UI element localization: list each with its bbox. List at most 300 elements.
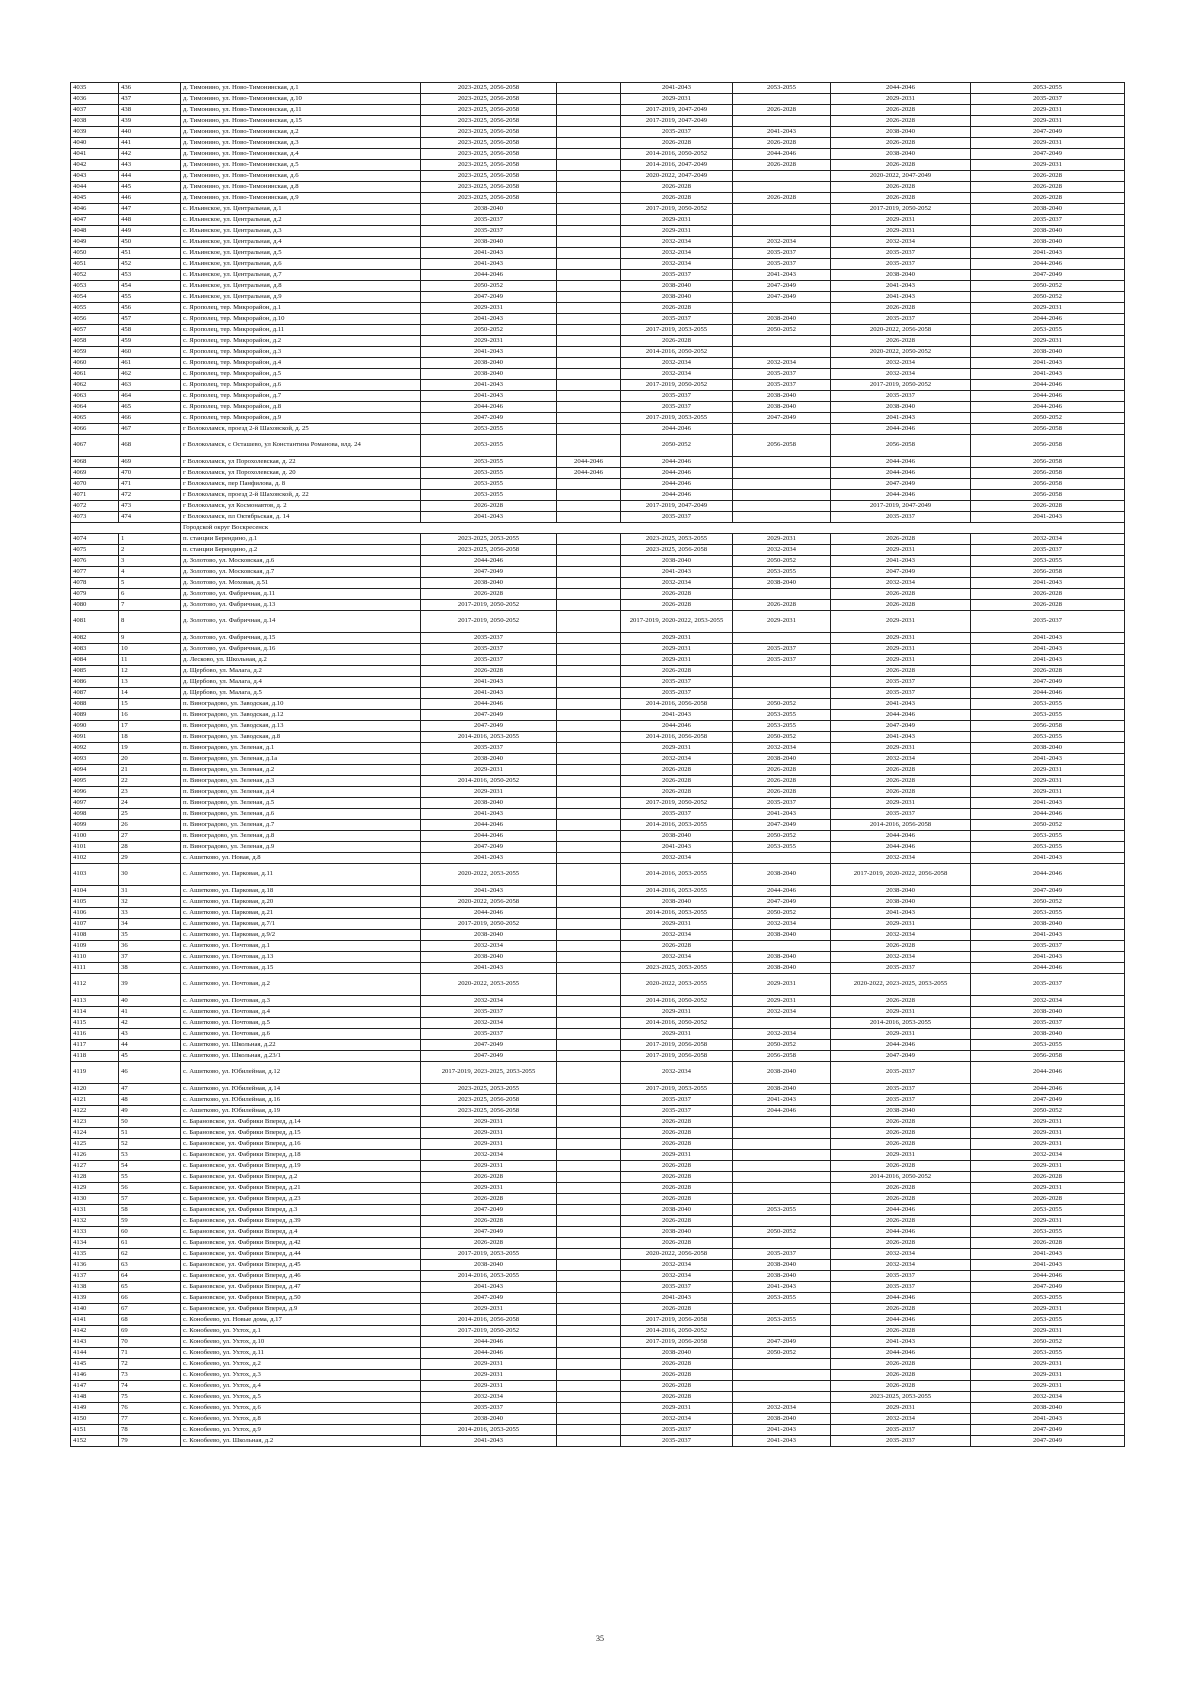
table-cell: 4105 bbox=[71, 897, 119, 908]
table-cell: 2026-2028 bbox=[733, 160, 831, 171]
table-cell bbox=[557, 1348, 621, 1359]
table-cell: 4118 bbox=[71, 1051, 119, 1062]
table-cell: 2053-2055 bbox=[971, 1315, 1125, 1326]
table-row bbox=[71, 1436, 1125, 1447]
table-cell: 2029-2031 bbox=[621, 1029, 733, 1040]
table-row bbox=[71, 545, 1125, 556]
table-cell: 4046 bbox=[71, 204, 119, 215]
table-cell: 2053-2055 bbox=[733, 1293, 831, 1304]
table-cell: п. Виноградово, ул. Зеленая, д.3 bbox=[181, 776, 421, 787]
table-cell: 2044-2046 bbox=[421, 820, 557, 831]
table-cell: 2035-2037 bbox=[971, 611, 1125, 633]
table-cell: 2029-2031 bbox=[971, 1304, 1125, 1315]
table-cell: 2029-2031 bbox=[831, 94, 971, 105]
table-cell: 2029-2031 bbox=[971, 1381, 1125, 1392]
table-cell: 57 bbox=[119, 1194, 181, 1205]
table-cell bbox=[557, 490, 621, 501]
table-row bbox=[71, 1238, 1125, 1249]
table-cell: 2029-2031 bbox=[971, 160, 1125, 171]
table-cell: с. Конобеево, ул. Ухтох, д.10 bbox=[181, 1337, 421, 1348]
table-cell: 2023-2025, 2056-2058 bbox=[421, 149, 557, 160]
table-cell bbox=[557, 886, 621, 897]
table-row bbox=[71, 666, 1125, 677]
table-cell: 2053-2055 bbox=[971, 1348, 1125, 1359]
table-cell: 2035-2037 bbox=[421, 633, 557, 644]
table-cell: 2026-2028 bbox=[971, 193, 1125, 204]
table-cell bbox=[557, 534, 621, 545]
table-cell: 2035-2037 bbox=[733, 644, 831, 655]
table-cell: 2053-2055 bbox=[971, 1205, 1125, 1216]
table-cell: 41 bbox=[119, 1007, 181, 1018]
table-cell: 2023-2025, 2056-2058 bbox=[421, 193, 557, 204]
table-row bbox=[71, 1106, 1125, 1117]
table-cell: 4141 bbox=[71, 1315, 119, 1326]
table-cell: с. Конобеево, ул. Ухтох, д.8 bbox=[181, 1414, 421, 1425]
table-cell bbox=[733, 677, 831, 688]
table-cell: 2032-2034 bbox=[971, 1392, 1125, 1403]
table-cell: 2056-2058 bbox=[733, 1051, 831, 1062]
table-cell bbox=[557, 1315, 621, 1326]
table-cell: 441 bbox=[119, 138, 181, 149]
table-cell bbox=[557, 347, 621, 358]
table-cell: д. Тимонино, ул. Ново-Тимонинская, д.1 bbox=[181, 83, 421, 94]
table-cell: 2026-2028 bbox=[621, 303, 733, 314]
table-cell: 2026-2028 bbox=[733, 105, 831, 116]
table-cell: 4072 bbox=[71, 501, 119, 512]
table-cell: 49 bbox=[119, 1106, 181, 1117]
table-cell: 2050-2052 bbox=[971, 820, 1125, 831]
table-cell: 4110 bbox=[71, 952, 119, 963]
table-cell bbox=[557, 292, 621, 303]
table-cell: 2026-2028 bbox=[831, 303, 971, 314]
table-cell: 2029-2031 bbox=[831, 798, 971, 809]
table-row bbox=[71, 1348, 1125, 1359]
table-cell: 4123 bbox=[71, 1117, 119, 1128]
table-cell: 2035-2037 bbox=[621, 809, 733, 820]
table-row bbox=[71, 1205, 1125, 1216]
table-cell: 2047-2049 bbox=[421, 1051, 557, 1062]
table-cell: 2044-2046 bbox=[621, 424, 733, 435]
table-cell: 2032-2034 bbox=[733, 545, 831, 556]
table-cell bbox=[557, 314, 621, 325]
table-cell bbox=[557, 391, 621, 402]
table-row bbox=[71, 479, 1125, 490]
table-cell: с. Барановское, ул. Фабрики Вперед, д.21 bbox=[181, 1183, 421, 1194]
table-cell: д. Тимонино, ул. Ново-Тимонинская, д.15 bbox=[181, 116, 421, 127]
table-cell: 2023-2025, 2053-2055 bbox=[421, 1084, 557, 1095]
table-cell: 2026-2028 bbox=[421, 589, 557, 600]
table-cell bbox=[733, 1216, 831, 1227]
table-cell: 2029-2031 bbox=[971, 765, 1125, 776]
table-cell: 2014-2016, 2053-2055 bbox=[621, 908, 733, 919]
table-cell: 2041-2043 bbox=[971, 1414, 1125, 1425]
table-cell: 71 bbox=[119, 1348, 181, 1359]
table-cell: 2032-2034 bbox=[971, 1150, 1125, 1161]
table-cell: 2044-2046 bbox=[621, 721, 733, 732]
table-row bbox=[71, 435, 1125, 457]
table-cell: 2038-2040 bbox=[971, 237, 1125, 248]
table-cell: 2029-2031 bbox=[971, 1216, 1125, 1227]
table-cell: 2044-2046 bbox=[421, 270, 557, 281]
table-cell: п. Виноградово, ул. Заводская, д.12 bbox=[181, 710, 421, 721]
table-cell: 4060 bbox=[71, 358, 119, 369]
table-cell bbox=[557, 644, 621, 655]
table-cell: 2026-2028 bbox=[831, 1359, 971, 1370]
table-row bbox=[71, 600, 1125, 611]
table-cell bbox=[557, 413, 621, 424]
table-cell: 457 bbox=[119, 314, 181, 325]
table-cell: 473 bbox=[119, 501, 181, 512]
table-cell: 21 bbox=[119, 765, 181, 776]
table-cell: 2029-2031 bbox=[831, 919, 971, 930]
table-cell: с. Конобеево, ул. Новые дома, д.17 bbox=[181, 1315, 421, 1326]
table-cell: 2038-2040 bbox=[733, 864, 831, 886]
table-row bbox=[71, 963, 1125, 974]
table-cell: 2023-2025, 2056-2058 bbox=[621, 545, 733, 556]
table-cell: 2038-2040 bbox=[421, 1414, 557, 1425]
table-cell: 2017-2019, 2056-2058 bbox=[621, 1040, 733, 1051]
table-cell: 2029-2031 bbox=[621, 215, 733, 226]
table-cell: 2017-2019, 2050-2052 bbox=[621, 380, 733, 391]
table-cell: 2044-2046 bbox=[831, 1040, 971, 1051]
table-cell: 2047-2049 bbox=[971, 886, 1125, 897]
table-cell: 2038-2040 bbox=[421, 204, 557, 215]
table-cell: п. Виноградово, ул. Заводская, д.8 bbox=[181, 732, 421, 743]
table-cell: с. Барановское, ул. Фабрики Вперед, д.15 bbox=[181, 1128, 421, 1139]
table-cell: 462 bbox=[119, 369, 181, 380]
table-cell: 2038-2040 bbox=[733, 1271, 831, 1282]
table-cell bbox=[557, 94, 621, 105]
table-cell: 4077 bbox=[71, 567, 119, 578]
table-cell bbox=[733, 688, 831, 699]
table-cell: 2023-2025, 2056-2058 bbox=[421, 1106, 557, 1117]
table-cell: 4124 bbox=[71, 1128, 119, 1139]
table-cell: 2035-2037 bbox=[971, 974, 1125, 996]
table-cell: 2047-2049 bbox=[831, 1051, 971, 1062]
table-row bbox=[71, 611, 1125, 633]
table-row bbox=[71, 589, 1125, 600]
table-cell: 2026-2028 bbox=[621, 1216, 733, 1227]
table-cell: 2038-2040 bbox=[733, 1260, 831, 1271]
table-cell: 23 bbox=[119, 787, 181, 798]
table-cell: 2032-2034 bbox=[733, 919, 831, 930]
table-cell: 2029-2031 bbox=[971, 1139, 1125, 1150]
table-cell: 2050-2052 bbox=[733, 1040, 831, 1051]
table-row bbox=[71, 1051, 1125, 1062]
table-row bbox=[71, 215, 1125, 226]
table-cell: 2038-2040 bbox=[621, 281, 733, 292]
table-cell: 2017-2019, 2020-2022, 2056-2058 bbox=[831, 864, 971, 886]
table-row bbox=[71, 259, 1125, 270]
table-cell: 2029-2031 bbox=[971, 138, 1125, 149]
table-cell: 4063 bbox=[71, 391, 119, 402]
table-cell: 4045 bbox=[71, 193, 119, 204]
table-cell: 2014-2016, 2050-2052 bbox=[621, 1018, 733, 1029]
table-cell: 4137 bbox=[71, 1271, 119, 1282]
table-row bbox=[71, 1304, 1125, 1315]
table-cell: 4052 bbox=[71, 270, 119, 281]
table-cell: 2044-2046 bbox=[831, 1293, 971, 1304]
table-cell: 9 bbox=[119, 633, 181, 644]
table-cell: 2026-2028 bbox=[831, 105, 971, 116]
table-cell: 2014-2016, 2053-2055 bbox=[831, 1018, 971, 1029]
table-cell: 2056-2058 bbox=[971, 490, 1125, 501]
table-cell: 2026-2028 bbox=[421, 666, 557, 677]
table-cell: с. Ашитково, ул. Школьная, д.23/1 bbox=[181, 1051, 421, 1062]
table-row bbox=[71, 754, 1125, 765]
table-cell: 2041-2043 bbox=[831, 908, 971, 919]
table-cell: 2038-2040 bbox=[971, 226, 1125, 237]
table-cell: 4073 bbox=[71, 512, 119, 523]
table-cell bbox=[557, 1205, 621, 1216]
table-cell: 4109 bbox=[71, 941, 119, 952]
table-cell bbox=[557, 842, 621, 853]
table-cell: 2038-2040 bbox=[971, 204, 1125, 215]
table-cell: 2041-2043 bbox=[971, 1249, 1125, 1260]
table-cell: 2029-2031 bbox=[831, 1403, 971, 1414]
table-cell: 2053-2055 bbox=[971, 1040, 1125, 1051]
table-row bbox=[71, 864, 1125, 886]
table-cell: 4084 bbox=[71, 655, 119, 666]
table-row bbox=[71, 1183, 1125, 1194]
table-cell: 2038-2040 bbox=[421, 237, 557, 248]
table-cell: 2056-2058 bbox=[971, 1051, 1125, 1062]
table-cell: 2026-2028 bbox=[831, 1238, 971, 1249]
table-cell: 465 bbox=[119, 402, 181, 413]
table-row bbox=[71, 655, 1125, 666]
table-cell: с. Ашитково, ул. Юбилейная, д.16 bbox=[181, 1095, 421, 1106]
table-cell: д. Тимонино, ул. Ново-Тимонинская, д.2 bbox=[181, 127, 421, 138]
table-cell: 36 bbox=[119, 941, 181, 952]
table-cell: 2035-2037 bbox=[971, 215, 1125, 226]
table-cell bbox=[557, 149, 621, 160]
table-cell: с. Ярополец, тер. Микрорайон, д.9 bbox=[181, 413, 421, 424]
table-cell: 2029-2031 bbox=[831, 545, 971, 556]
table-row bbox=[71, 171, 1125, 182]
table-cell: 4119 bbox=[71, 1062, 119, 1084]
table-cell: 2029-2031 bbox=[421, 1381, 557, 1392]
table-cell: 2035-2037 bbox=[421, 1007, 557, 1018]
table-cell: 470 bbox=[119, 468, 181, 479]
table-cell: 4130 bbox=[71, 1194, 119, 1205]
table-cell: 4094 bbox=[71, 765, 119, 776]
table-cell bbox=[557, 1425, 621, 1436]
table-cell: 24 bbox=[119, 798, 181, 809]
table-cell: 2032-2034 bbox=[621, 237, 733, 248]
table-cell: 2035-2037 bbox=[831, 1425, 971, 1436]
table-cell: 2026-2028 bbox=[831, 589, 971, 600]
table-cell: 2026-2028 bbox=[733, 776, 831, 787]
table-cell: 2026-2028 bbox=[831, 160, 971, 171]
table-cell: 2026-2028 bbox=[621, 193, 733, 204]
table-cell: 2035-2037 bbox=[733, 798, 831, 809]
table-cell: 2017-2019, 2053-2055 bbox=[421, 1249, 557, 1260]
table-cell: 2044-2046 bbox=[621, 468, 733, 479]
table-cell: 2041-2043 bbox=[971, 644, 1125, 655]
table-row bbox=[71, 974, 1125, 996]
table-cell bbox=[557, 402, 621, 413]
table-cell: 2014-2016, 2047-2049 bbox=[621, 160, 733, 171]
table-cell: 448 bbox=[119, 215, 181, 226]
table-cell: 2056-2058 bbox=[733, 435, 831, 457]
table-cell: 2053-2055 bbox=[733, 721, 831, 732]
table-cell: 2056-2058 bbox=[971, 721, 1125, 732]
table-cell: 439 bbox=[119, 116, 181, 127]
table-cell: 2029-2031 bbox=[971, 336, 1125, 347]
table-cell bbox=[733, 468, 831, 479]
table-cell: д. Тимонино, ул. Ново-Тимонинская, д.11 bbox=[181, 105, 421, 116]
table-cell: 2053-2055 bbox=[971, 1227, 1125, 1238]
table-cell: 2035-2037 bbox=[621, 314, 733, 325]
table-row bbox=[71, 908, 1125, 919]
table-cell: 4080 bbox=[71, 600, 119, 611]
table-cell: с. Барановское, ул. Фабрики Вперед, д.39 bbox=[181, 1216, 421, 1227]
table-cell: 4134 bbox=[71, 1238, 119, 1249]
table-cell: 2029-2031 bbox=[421, 1304, 557, 1315]
table-cell bbox=[733, 501, 831, 512]
table-cell: 2029-2031 bbox=[621, 94, 733, 105]
table-cell: 2035-2037 bbox=[831, 1095, 971, 1106]
table-cell: 2050-2052 bbox=[971, 897, 1125, 908]
table-cell bbox=[733, 1117, 831, 1128]
table-cell: 4050 bbox=[71, 248, 119, 259]
table-row bbox=[71, 1337, 1125, 1348]
table-cell bbox=[557, 1194, 621, 1205]
table-cell bbox=[557, 380, 621, 391]
table-cell: с. Конобеево, ул. Ухтох, д.11 bbox=[181, 1348, 421, 1359]
table-row bbox=[71, 1403, 1125, 1414]
capital-repair-schedule-table bbox=[70, 82, 1125, 1447]
table-cell: 2029-2031 bbox=[831, 1029, 971, 1040]
table-cell: 2032-2034 bbox=[421, 1018, 557, 1029]
table-cell bbox=[557, 589, 621, 600]
table-cell: 4039 bbox=[71, 127, 119, 138]
table-cell: 4101 bbox=[71, 842, 119, 853]
table-cell: 4078 bbox=[71, 578, 119, 589]
table-cell: 2032-2034 bbox=[621, 1260, 733, 1271]
table-cell: 79 bbox=[119, 1436, 181, 1447]
table-cell: с. Ильинское, ул. Центральная, д.9 bbox=[181, 292, 421, 303]
table-cell: с. Барановское, ул. Фабрики Вперед, д.46 bbox=[181, 1271, 421, 1282]
table-cell: 2041-2043 bbox=[421, 1436, 557, 1447]
table-cell: 2047-2049 bbox=[831, 567, 971, 578]
table-cell: 4062 bbox=[71, 380, 119, 391]
table-cell: 52 bbox=[119, 1139, 181, 1150]
table-cell bbox=[733, 226, 831, 237]
table-cell: 2041-2043 bbox=[831, 556, 971, 567]
table-cell: 2017-2019, 2050-2052 bbox=[421, 919, 557, 930]
table-cell: 2023-2025, 2056-2058 bbox=[421, 83, 557, 94]
table-cell: 4055 bbox=[71, 303, 119, 314]
table-cell bbox=[557, 237, 621, 248]
table-cell: 2053-2055 bbox=[733, 1315, 831, 1326]
table-cell: 2041-2043 bbox=[421, 380, 557, 391]
table-row bbox=[71, 809, 1125, 820]
table-cell: 2041-2043 bbox=[831, 292, 971, 303]
table-row bbox=[71, 94, 1125, 105]
table-cell: 30 bbox=[119, 864, 181, 886]
table-cell: 4147 bbox=[71, 1381, 119, 1392]
table-cell bbox=[557, 138, 621, 149]
table-cell: 4038 bbox=[71, 116, 119, 127]
table-cell: 2038-2040 bbox=[831, 897, 971, 908]
table-cell bbox=[733, 182, 831, 193]
table-row bbox=[71, 116, 1125, 127]
table-cell: 2035-2037 bbox=[733, 259, 831, 270]
table-cell bbox=[733, 666, 831, 677]
table-cell: 2038-2040 bbox=[621, 1227, 733, 1238]
table-cell: 2035-2037 bbox=[621, 1436, 733, 1447]
table-cell: 2035-2037 bbox=[831, 314, 971, 325]
table-cell: 474 bbox=[119, 512, 181, 523]
table-cell bbox=[557, 1183, 621, 1194]
table-cell bbox=[557, 666, 621, 677]
table-cell: 2047-2049 bbox=[971, 270, 1125, 281]
table-cell bbox=[557, 160, 621, 171]
table-cell: с. Ашитково, ул. Почтовая, д.5 bbox=[181, 1018, 421, 1029]
table-cell: с. Ярополец, тер. Микрорайон, д.5 bbox=[181, 369, 421, 380]
table-cell: 2023-2025, 2056-2058 bbox=[421, 105, 557, 116]
table-cell bbox=[557, 1337, 621, 1348]
table-row bbox=[71, 721, 1125, 732]
table-cell: 2029-2031 bbox=[831, 644, 971, 655]
table-cell: 2044-2046 bbox=[421, 402, 557, 413]
table-cell: 4076 bbox=[71, 556, 119, 567]
table-cell: 4057 bbox=[71, 325, 119, 336]
table-cell: с. Барановское, ул. Фабрики Вперед, д.42 bbox=[181, 1238, 421, 1249]
table-cell: 4114 bbox=[71, 1007, 119, 1018]
table-cell: 2032-2034 bbox=[831, 1414, 971, 1425]
table-row bbox=[71, 457, 1125, 468]
table-cell: 2035-2037 bbox=[621, 127, 733, 138]
table-cell: 438 bbox=[119, 105, 181, 116]
table-cell: 69 bbox=[119, 1326, 181, 1337]
table-cell: 58 bbox=[119, 1205, 181, 1216]
table-cell: 2047-2049 bbox=[733, 820, 831, 831]
table-cell: д. Лесково, ул. Школьная, д.2 bbox=[181, 655, 421, 666]
table-cell: 2026-2028 bbox=[733, 193, 831, 204]
table-cell: 2017-2019, 2050-2052 bbox=[831, 380, 971, 391]
table-cell: 34 bbox=[119, 919, 181, 930]
table-cell: 2029-2031 bbox=[421, 1161, 557, 1172]
table-cell bbox=[557, 1106, 621, 1117]
table-cell: 471 bbox=[119, 479, 181, 490]
table-cell: 16 bbox=[119, 710, 181, 721]
table-cell: г Волоколамск, проезд 2-й Шаховской, д. 25 bbox=[181, 424, 421, 435]
table-cell: 2026-2028 bbox=[621, 1370, 733, 1381]
table-cell bbox=[557, 952, 621, 963]
table-cell: 13 bbox=[119, 677, 181, 688]
table-cell: 70 bbox=[119, 1337, 181, 1348]
table-cell: 62 bbox=[119, 1249, 181, 1260]
table-cell: с. Ярополец, тер. Микрорайон, д.10 bbox=[181, 314, 421, 325]
table-cell: 437 bbox=[119, 94, 181, 105]
table-cell: 2035-2037 bbox=[621, 512, 733, 523]
table-cell: 59 bbox=[119, 1216, 181, 1227]
table-cell bbox=[557, 1260, 621, 1271]
table-cell: 73 bbox=[119, 1370, 181, 1381]
table-cell: 2029-2031 bbox=[621, 1150, 733, 1161]
section-title: Городской округ Воскресенск bbox=[181, 523, 1125, 534]
table-cell: 2026-2028 bbox=[421, 1172, 557, 1183]
table-cell: 4051 bbox=[71, 259, 119, 270]
table-cell: 2041-2043 bbox=[971, 655, 1125, 666]
table-cell bbox=[557, 1392, 621, 1403]
table-cell: 5 bbox=[119, 578, 181, 589]
table-row bbox=[71, 820, 1125, 831]
table-cell: 2035-2037 bbox=[831, 1282, 971, 1293]
table-cell: 4065 bbox=[71, 413, 119, 424]
